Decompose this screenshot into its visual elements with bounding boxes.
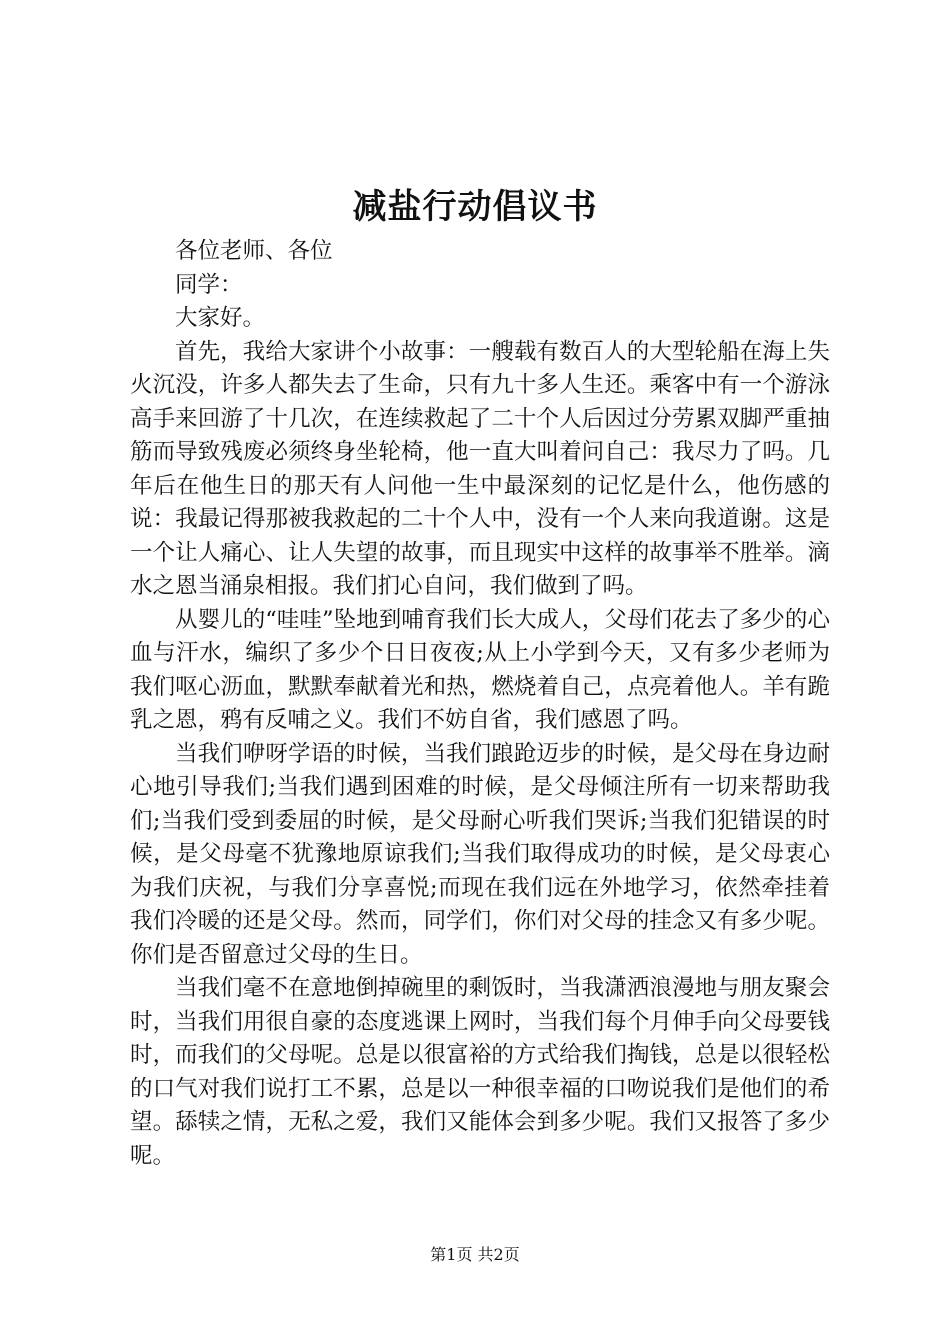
salutation-line-2: 同学： (175, 271, 243, 298)
greeting: 大家好。 (175, 305, 266, 331)
document-body (130, 235, 830, 1173)
salutation-line-1: 各位老师、各位 (175, 238, 333, 264)
paragraph-parents: 当我们咿呀学语的时候，当我们踉跄迈步的时候，是父母在身边耐心地引导我们;当我们遇到困难的时候，是父母倾注所有一切来帮助我们;当我们受到委屈的时候，是父母耐心听我们哭诉;当我们犯错误的时候，是父母毫不犹豫地原谅我们;当我们取得成功的时候，是父母衷心为我们庆祝，与我们分享喜悦;而现在我们远在外地学习，依然牵挂着我们冷暖的还是父母。然而，同学们，你们对父母的挂念又有多少呢。你们是否留意过父母的生日。 (130, 740, 830, 968)
page-number-footer: 第1页 共2页 (430, 1245, 520, 1264)
document-title: 减盐行动倡议书 (352, 187, 598, 227)
paragraph-story: 首先，我给大家讲个小故事：一艘载有数百人的大型轮船在海上失火沉没，许多人都失去了生命，只有九十多人生还。乘客中有一个游泳高手来回游了十几次，在连续救起了二十个人后因过分劳累双脚严重抽筋而导致残废必须终身坐轮椅，他一直大叫着问自己：我尽力了吗。几年后在他生日的那天有人问他一生中最深刻的记忆是什么，他伤感的说：我最记得那被我救起的二十个人中，没有一个人来向我道谢。这是一个让人痛心、让人失望的故事，而且现实中这样的故事举不胜举。滴水之恩当涌泉相报。我们扪心自问，我们做到了吗。 (130, 338, 830, 599)
paragraph-gratitude: 从婴儿的“哇哇”坠地到哺育我们长大成人，父母们花去了多少的心血与汗水，编织了多少个日日夜夜;从上小学到今天，又有多少老师为我们呕心沥血，默默奉献着光和热，燃烧着自己，点亮着他人。羊有跪乳之恩，鸦有反哺之义。我们不妨自省，我们感恩了吗。 (130, 606, 830, 733)
paragraph-reflection: 当我们毫不在意地倒掉碗里的剩饭时，当我潇洒浪漫地与朋友聚会时，当我们用很自豪的态度逃课上网时，当我们每个月伸手向父母要钱时，而我们的父母呢。总是以很富裕的方式给我们掏钱，总是以很轻松的口气对我们说打工不累，总是以一种很幸福的口吻说我们是他们的希望。舔犊之情，无私之爱，我们又能体会到多少呢。我们又报答了多少呢。 (130, 975, 830, 1169)
